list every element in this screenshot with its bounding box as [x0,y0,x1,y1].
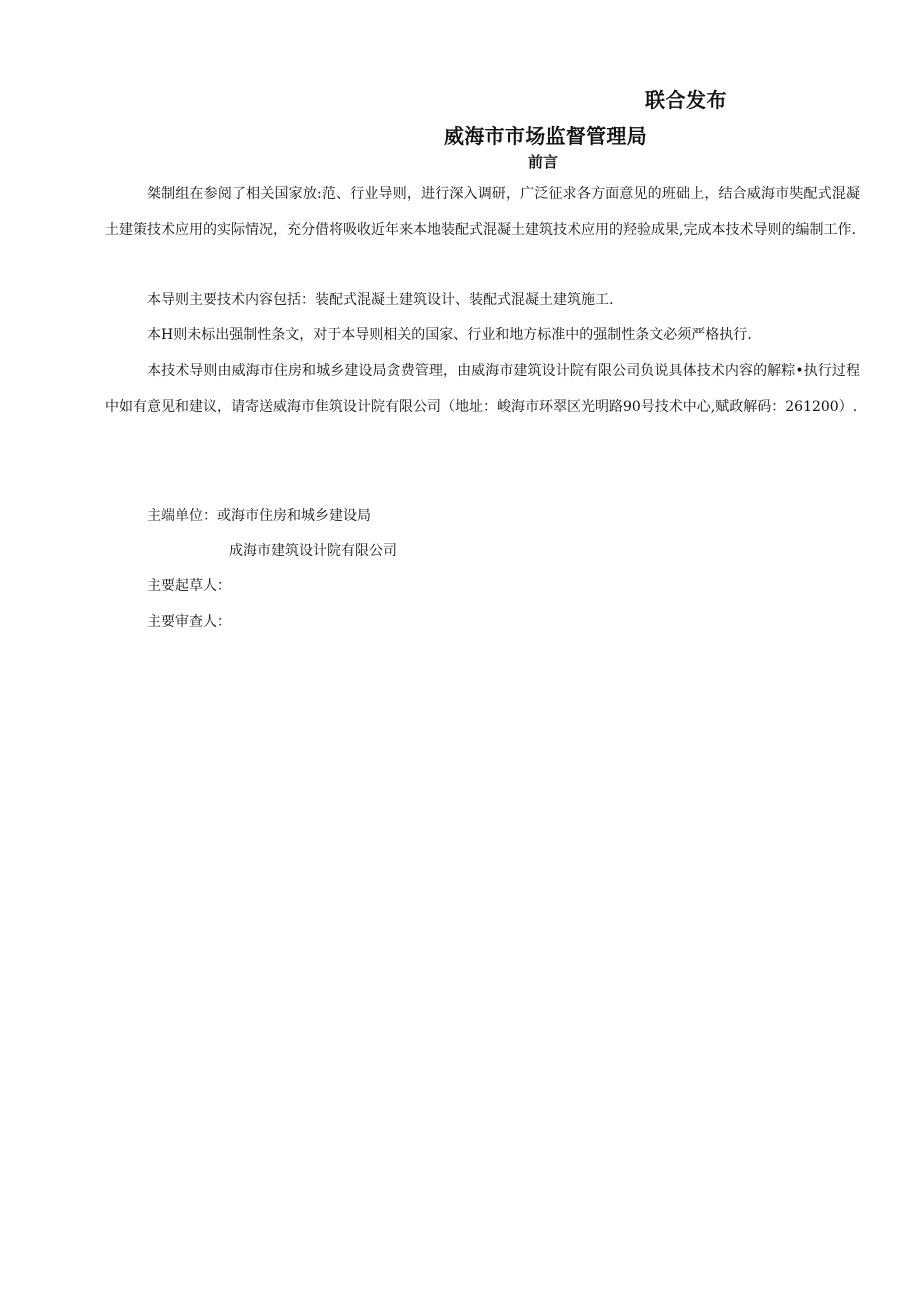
preface-paragraph: 桀制组在参阅了相关国家放:范、行业导则，进行深入调研，广泛征求各方面意见的班础上，结合威海市奘配式混凝土建策技术应用的实际情况，充分借将吸收近年来本地装配式混凝土建筑技术应用的羟验成果,完成本技术导则的编制工作. [105,186,860,238]
preface-paragraph: 本H则未标出强制性条文，对于本导则相关的国家、行业和地方标准中的强制性条文必须严格执行. [147,327,752,343]
preface-paragraph: 本导则主要技术内容包括：装配式混凝土建筑设计、装配式混凝土建筑施工. [147,292,614,308]
preface-paragraph: 本技术导则由威海市住房和城乡建设局贪费管理，由威海市建筑设计院有限公司负说具体技术内容的解粽•执行过程中如有意见和建议，请寄送威海市隹筑设计院有限公司（地址：峻海市环翠区光明路90号技术中心,赋政解码：261200）. [105,363,860,415]
preface-paragraph-1-block [105,177,860,248]
issuer-name: 威海市市场监督管理局 [444,124,647,148]
preface-paragraph-4-block [105,354,860,425]
preface-paragraph-2-block [105,283,860,319]
main-reviewers-line: 主要审查人： [147,614,231,630]
main-drafters-line: 主要起草人： [147,578,231,594]
preface-heading: 前言 [528,153,559,171]
joint-release-label: 联合发布 [645,88,727,112]
editor-unit-line: 主端单位：或海市住房和城乡建设局 [147,508,371,524]
preface-paragraph-3-block [105,318,860,354]
editor-unit-second-line: 成海市建筑设计院有限公司 [229,543,397,559]
